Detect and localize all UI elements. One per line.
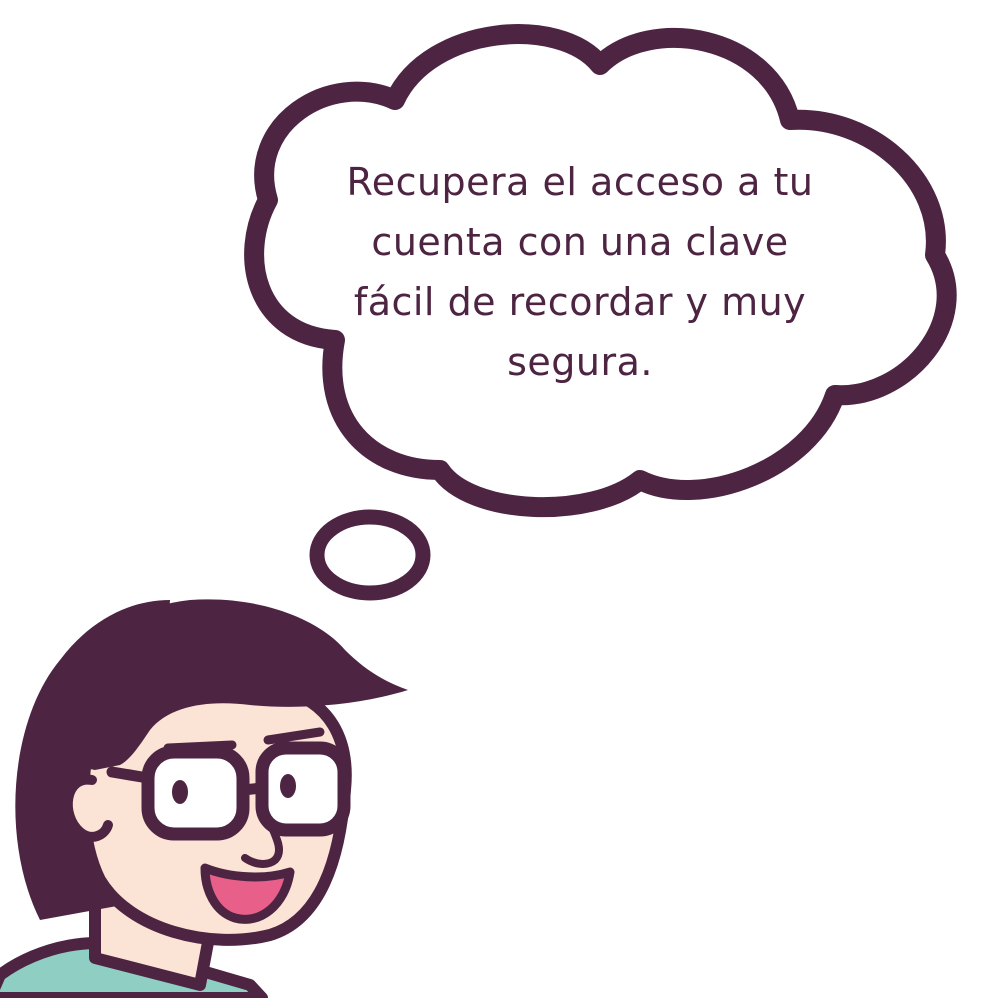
glasses-icon <box>112 748 344 834</box>
person-with-glasses-icon <box>0 599 408 998</box>
eye-left <box>172 780 188 804</box>
thought-dot <box>317 517 423 593</box>
eye-right <box>280 774 296 798</box>
thought-bubble-text: Recupera el acceso a tu cuenta con una clave fácil de recordar y muy segura. <box>346 160 814 384</box>
